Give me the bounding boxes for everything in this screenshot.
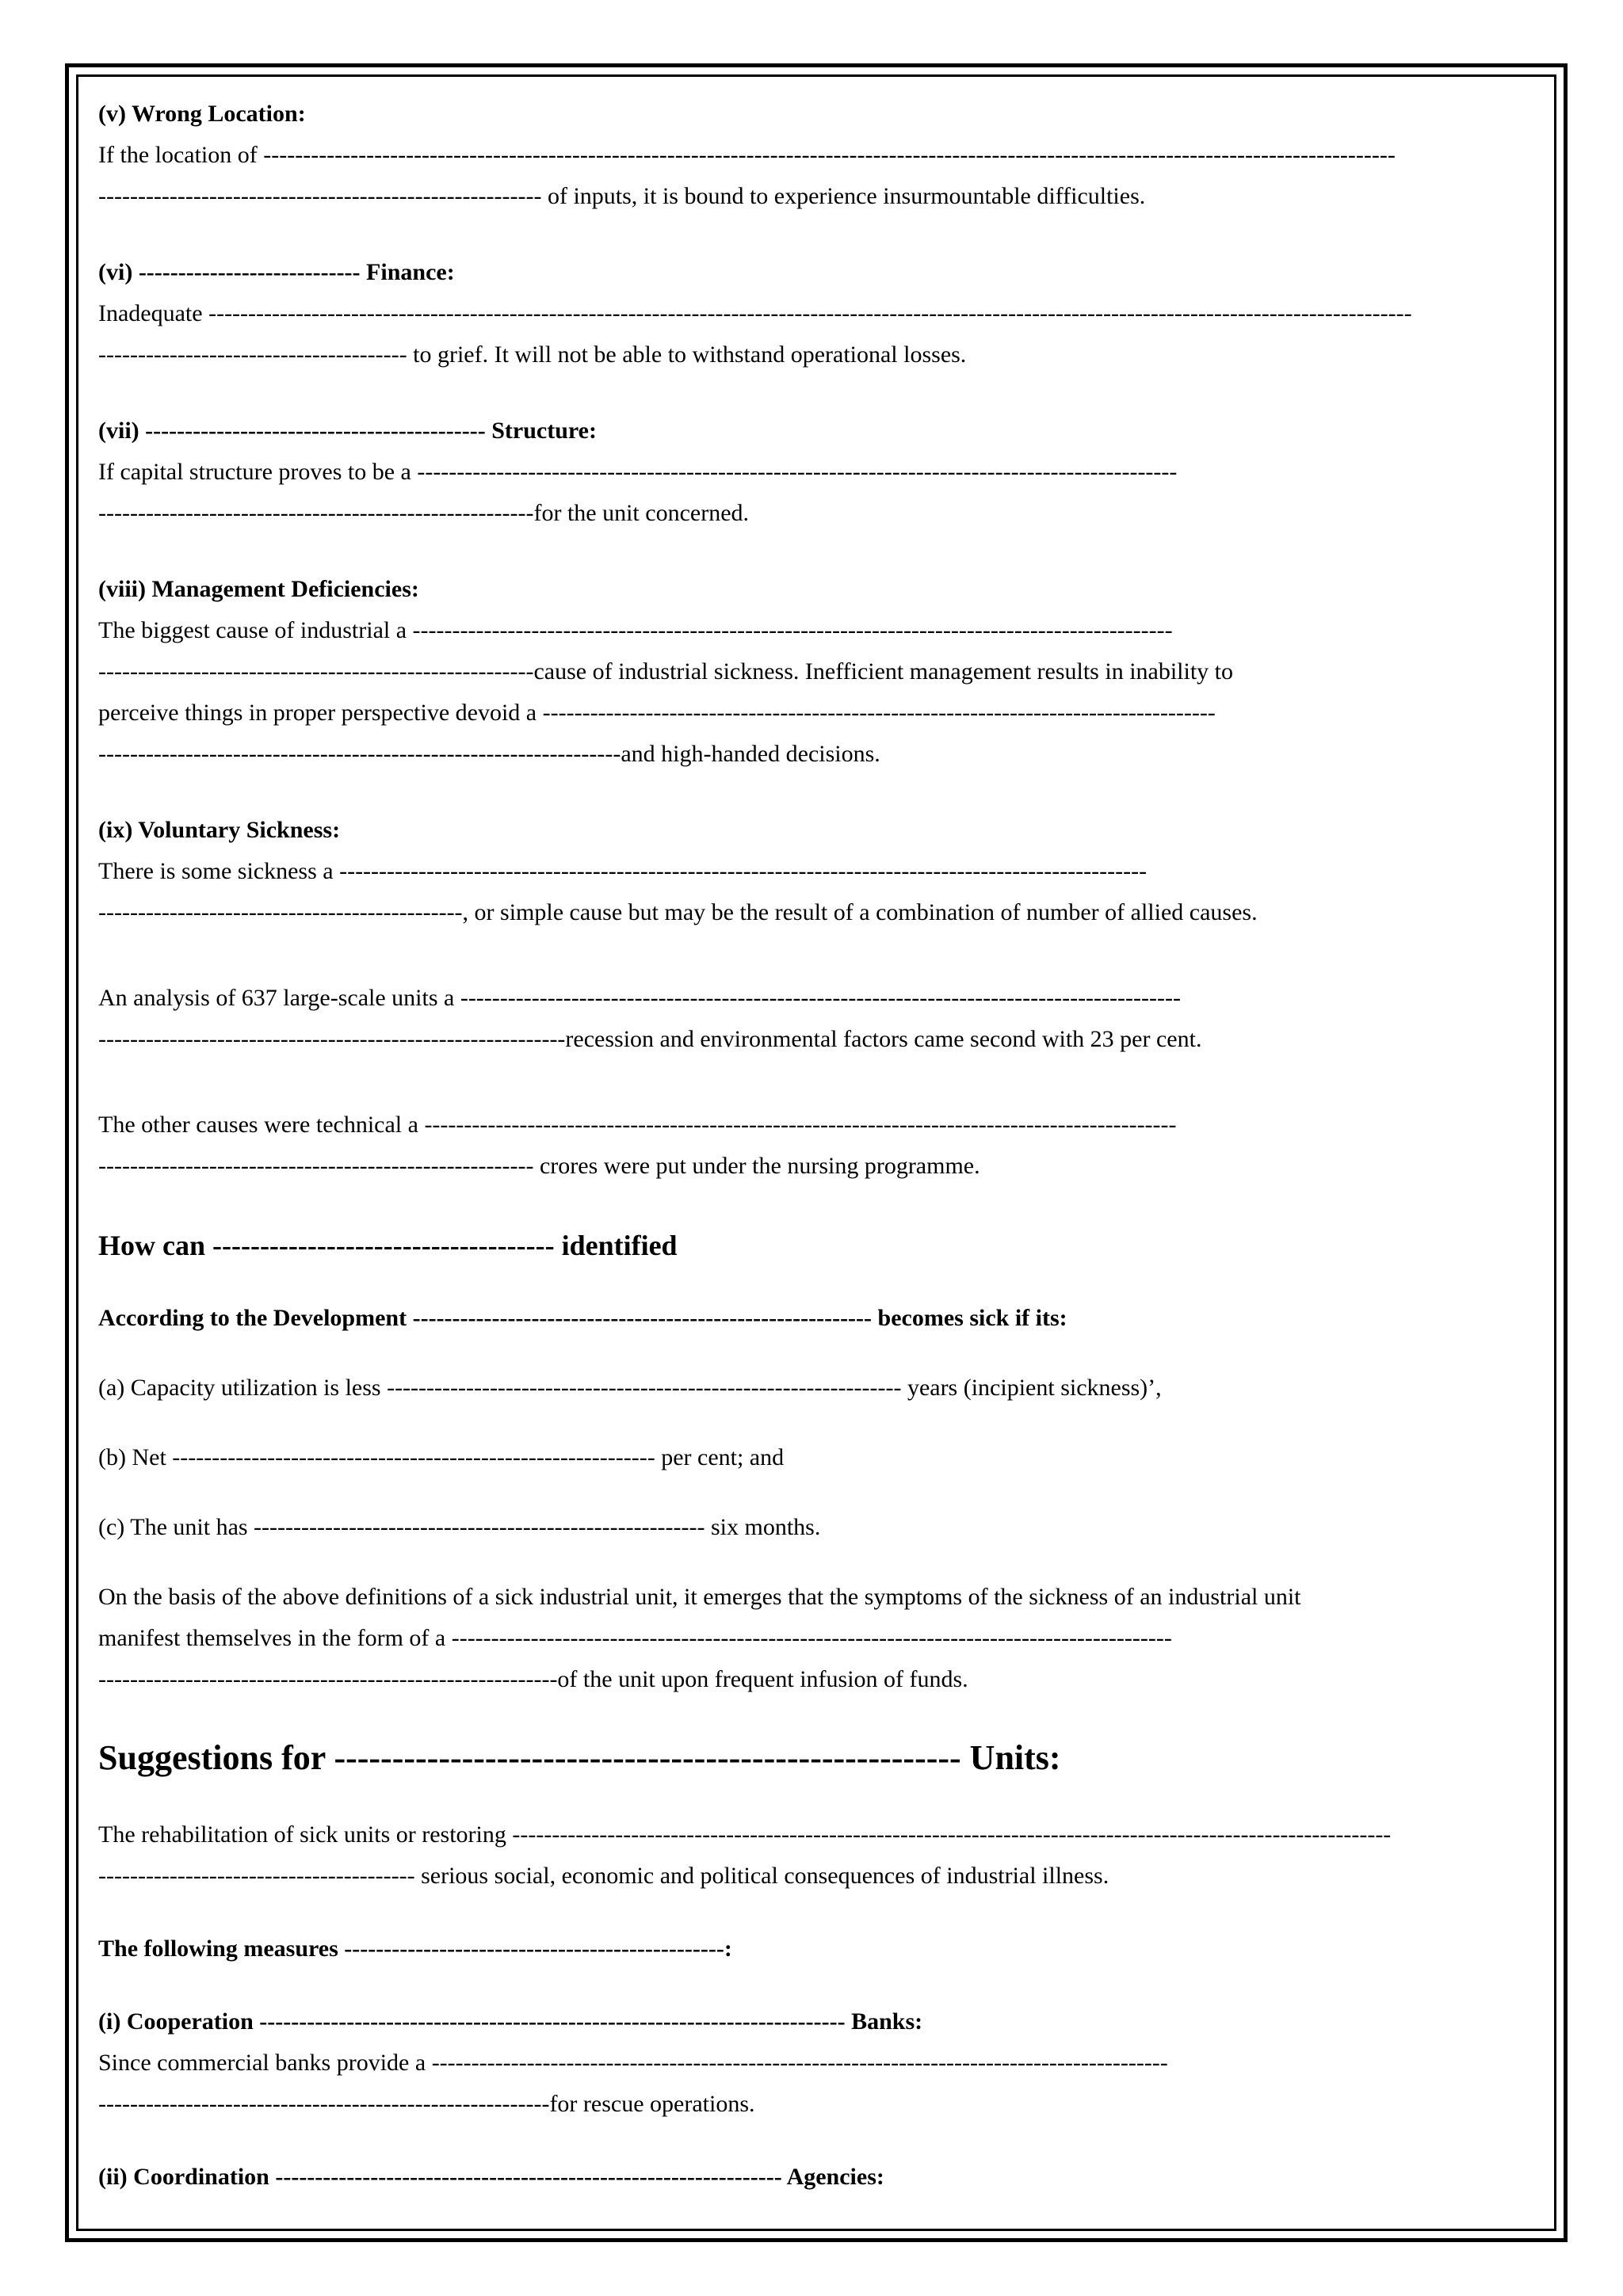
section-v-title: (v) Wrong Location: <box>98 101 306 127</box>
identified-heading: How can ------------------------------------ identified <box>98 1230 678 1261</box>
section-viii-line2: -------------------------------------------------------cause of industrial sickness. Inefficient management results in inability to <box>98 658 1234 685</box>
suggestions-heading: Suggestions for ------------------------------------------------------ Units: <box>98 1738 1061 1777</box>
analysis-line1: An analysis of 637 large-scale units a ------------------------------------------------------------------------------------------- <box>98 985 1181 1011</box>
section-ii-title: (ii) Coordination ---------------------------------------------------------------- Agencies: <box>98 2164 884 2190</box>
other-causes-line2: ------------------------------------------------------- crores were put under the nursing programme. <box>98 1153 980 1179</box>
section-v-line2: -------------------------------------------------------- of inputs, it is bound to experience insurmountable difficulties. <box>98 183 1146 209</box>
section-ix-line1: There is some sickness a ------------------------------------------------------------------------------------------------------ <box>98 858 1148 884</box>
section-v-line1: If the location of ----------------------------------------------------------------------------------------------------------------------------------------------- <box>98 142 1396 168</box>
section-vii-line2: -------------------------------------------------------for the unit concerned. <box>98 500 750 526</box>
section-vi-title: (vi) ---------------------------- Finance: <box>98 259 455 285</box>
section-vii-title: (vii) ------------------------------------------- Structure: <box>98 418 597 444</box>
section-ix-line2: ----------------------------------------------, or simple cause but may be the result of a combination of number of allied causes. <box>98 899 1258 925</box>
section-vii-line1: If capital structure proves to be a ------------------------------------------------------------------------------------------------ <box>98 459 1178 485</box>
basis-line2: manifest themselves in the form of a ------------------------------------------------------------------------------------------- <box>98 1625 1172 1651</box>
item-b: (b) Net ------------------------------------------------------------- per cent; and <box>98 1444 785 1470</box>
section-viii-line3: perceive things in proper perspective devoid a ------------------------------------------------------------------------------------- <box>98 700 1216 726</box>
analysis-line2: -----------------------------------------------------------recession and environmental factors came second with 23 per cent. <box>98 1026 1202 1052</box>
section-vi-line1: Inadequate -------------------------------------------------------------------------------------------------------------------------------------------------------- <box>98 300 1412 326</box>
according-line: According to the Development ---------------------------------------------------------- becomes sick if its: <box>98 1305 1067 1331</box>
section-vi-line2: --------------------------------------- to grief. It will not be able to withstand operational losses. <box>98 341 967 368</box>
other-causes-line1: The other causes were technical a ----------------------------------------------------------------------------------------------- <box>98 1112 1177 1138</box>
item-c: (c) The unit has --------------------------------------------------------- six months. <box>98 1514 821 1540</box>
basis-line1: On the basis of the above definitions of a sick industrial unit, it emerges that the symptoms of the sickness of an industrial unit <box>98 1584 1301 1610</box>
rehab-line1: The rehabilitation of sick units or restoring --------------------------------------------------------------------------------------------------------------- <box>98 1821 1392 1848</box>
section-viii-line4: ------------------------------------------------------------------and high-handed decisions. <box>98 741 880 767</box>
item-a: (a) Capacity utilization is less ----------------------------------------------------------------- years (incipient sickness)’, <box>98 1375 1162 1401</box>
section-i-title: (i) Cooperation -------------------------------------------------------------------------- Banks: <box>98 2008 923 2035</box>
section-i-line1: Since commercial banks provide a --------------------------------------------------------------------------------------------- <box>98 2050 1168 2076</box>
section-viii-line1: The biggest cause of industrial a ------------------------------------------------------------------------------------------------ <box>98 617 1173 643</box>
rehab-line2: ---------------------------------------- serious social, economic and political consequences of industrial illness. <box>98 1863 1109 1889</box>
section-viii-title: (viii) Management Deficiencies: <box>98 576 419 602</box>
document-body <box>98 93 1534 2198</box>
section-i-line2: ---------------------------------------------------------for rescue operations. <box>98 2091 755 2117</box>
measures-line: The following measures ------------------------------------------------: <box>98 1936 732 1962</box>
section-ix-title: (ix) Voluntary Sickness: <box>98 817 341 843</box>
basis-line3: ----------------------------------------------------------of the unit upon frequent infusion of funds. <box>98 1666 968 1692</box>
